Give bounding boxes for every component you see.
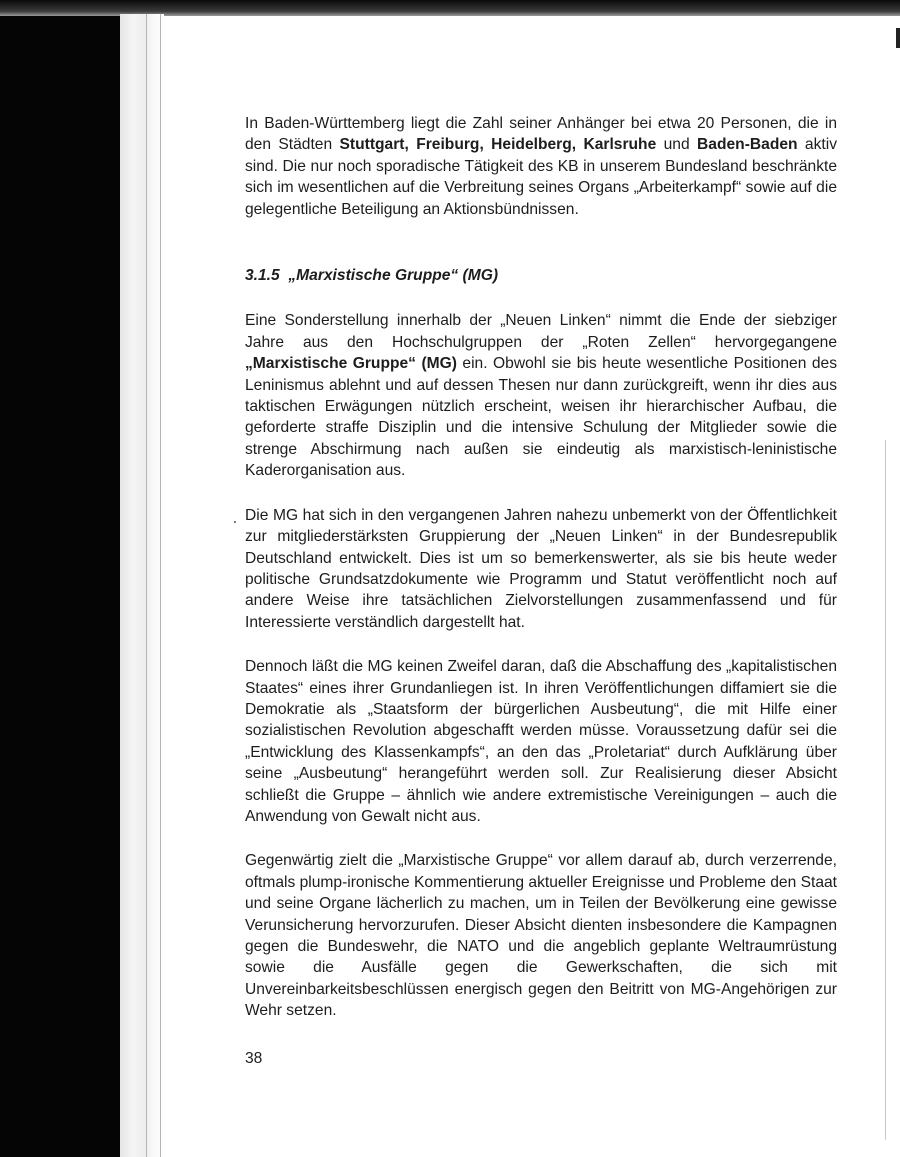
bold-mg-name: „Marxistische Gruppe“ (MG) [245, 355, 457, 373]
scan-speck [896, 28, 900, 48]
gutter-line [160, 14, 161, 1157]
paragraph-3: Die MG hat sich in den vergangenen Jahren nahezu unbemerkt von der Öffentlichkeit zur mitgliederstärksten Gruppierung der „Neuen Linken“ in der Bundesrepublik Deutschland entwickelt. Dies ist um so bemerkenswerter, als sie bis heute weder politische Grundsatzdokumente wie Programm und Statut veröffentlicht noch auf andere Weise ihre tatsächlichen Zielvorstellungen zusammenfassend und für Interessierte verständlich dargestellt hat. [245, 506, 837, 631]
paragraph-1 [245, 113, 837, 220]
paragraph-2-text-2: ein. Obwohl sie bis heute wesentliche Positionen des Leninismus ablehnt und auf dessen Thesen nur dann zurückgreift, wenn ihr dies aus taktischen Erwägungen nützlich erscheint, weisen ihr hierarchischer Aufbau, die geforderte straffe Disziplin und die intensive Schulung der Mitglieder sowie die strenge Abschirmung nach außen sie eindeutig als marxistisch-leninistische Kaderorganisation aus. [245, 355, 837, 480]
gutter-line [146, 14, 147, 1157]
page-edge-line [885, 440, 886, 1140]
scan-black-border [0, 0, 120, 1157]
page-number: 38 [245, 1050, 263, 1067]
paragraph-5: Gegenwärtig zielt die „Marxistische Gruppe“ vor allem darauf ab, durch verzerrende, oftmals plump-ironische Kommentierung aktueller Ereignisse und Probleme den Staat und seine Organe lächerlich zu machen, um in Teilen der Bevölkerung eine gewisse Verunsicherung hervorzurufen. Dieser Absicht dienten insbesondere die Kampagnen gegen die Bundeswehr, die NATO und die angeblich geplante Weltraumrüstung sowie die Ausfälle gegen die Gewerkschaften, die sich mit Unvereinbarkeitsbeschlüssen energisch gegen den Beitritt von MG-Angehörigen zur Wehr setzen. [245, 852, 837, 1020]
section-title: „Marxistische Gruppe“ (MG) [288, 267, 499, 285]
section-heading [245, 265, 837, 286]
book-gutter [120, 14, 164, 1157]
paragraph-1-text-2: und [656, 136, 698, 154]
scan-dot [234, 521, 236, 523]
paragraph-2 [245, 310, 837, 481]
paragraph-4: Dennoch läßt die MG keinen Zweifel daran, daß die Abschaffung des „kapitalistischen Staates“ eines ihrer Grundanliegen ist. In ihren Veröffentlichungen diffamiert sie die Demokratie als „Staatsform der bürgerlichen Ausbeutung“, die mit Hilfe einer sozialistischen Revolution abgeschafft werden müsse. Voraussetzung dafür sei die „Entwicklung des Klassenkampfs“, an den das „Proletariat“ durch Aufklärung über seine „Ausbeutung“ herangeführt werden soll. Zur Realisierung dieser Absicht schließt die Gruppe – ähnlich wie andere extremistische Vereinigungen – auch die Anwendung von Gewalt nicht aus. [245, 658, 837, 825]
bold-cities: Stuttgart, Freiburg, Heidelberg, Karlsruhe [339, 136, 657, 154]
bold-baden-baden: Baden-Baden [697, 136, 798, 154]
paragraph-2-text-1: Eine Sonderstellung innerhalb der „Neuen Linken“ nimmt die Ende der siebziger Jahre aus den Hochschulgruppen der „Roten Zellen“ hervorgegangene [245, 312, 837, 351]
paragraph-1-text-1: In Baden-Württemberg liegt die Zahl seiner Anhänger bei etwa 20 Personen, die in den Städten [245, 115, 837, 154]
section-number: 3.1.5 [245, 267, 280, 285]
page-body [245, 113, 837, 1045]
paragraph-1-text-3: aktiv sind. Die nur noch sporadische Tätigkeit des KB in unserem Bundesland beschränkte sich im wesentlichen auf die Verbreitung seines Organs „Arbeiterkampf“ sowie auf die gelegentliche Beteiligung an Aktionsbündnissen. [245, 136, 837, 218]
